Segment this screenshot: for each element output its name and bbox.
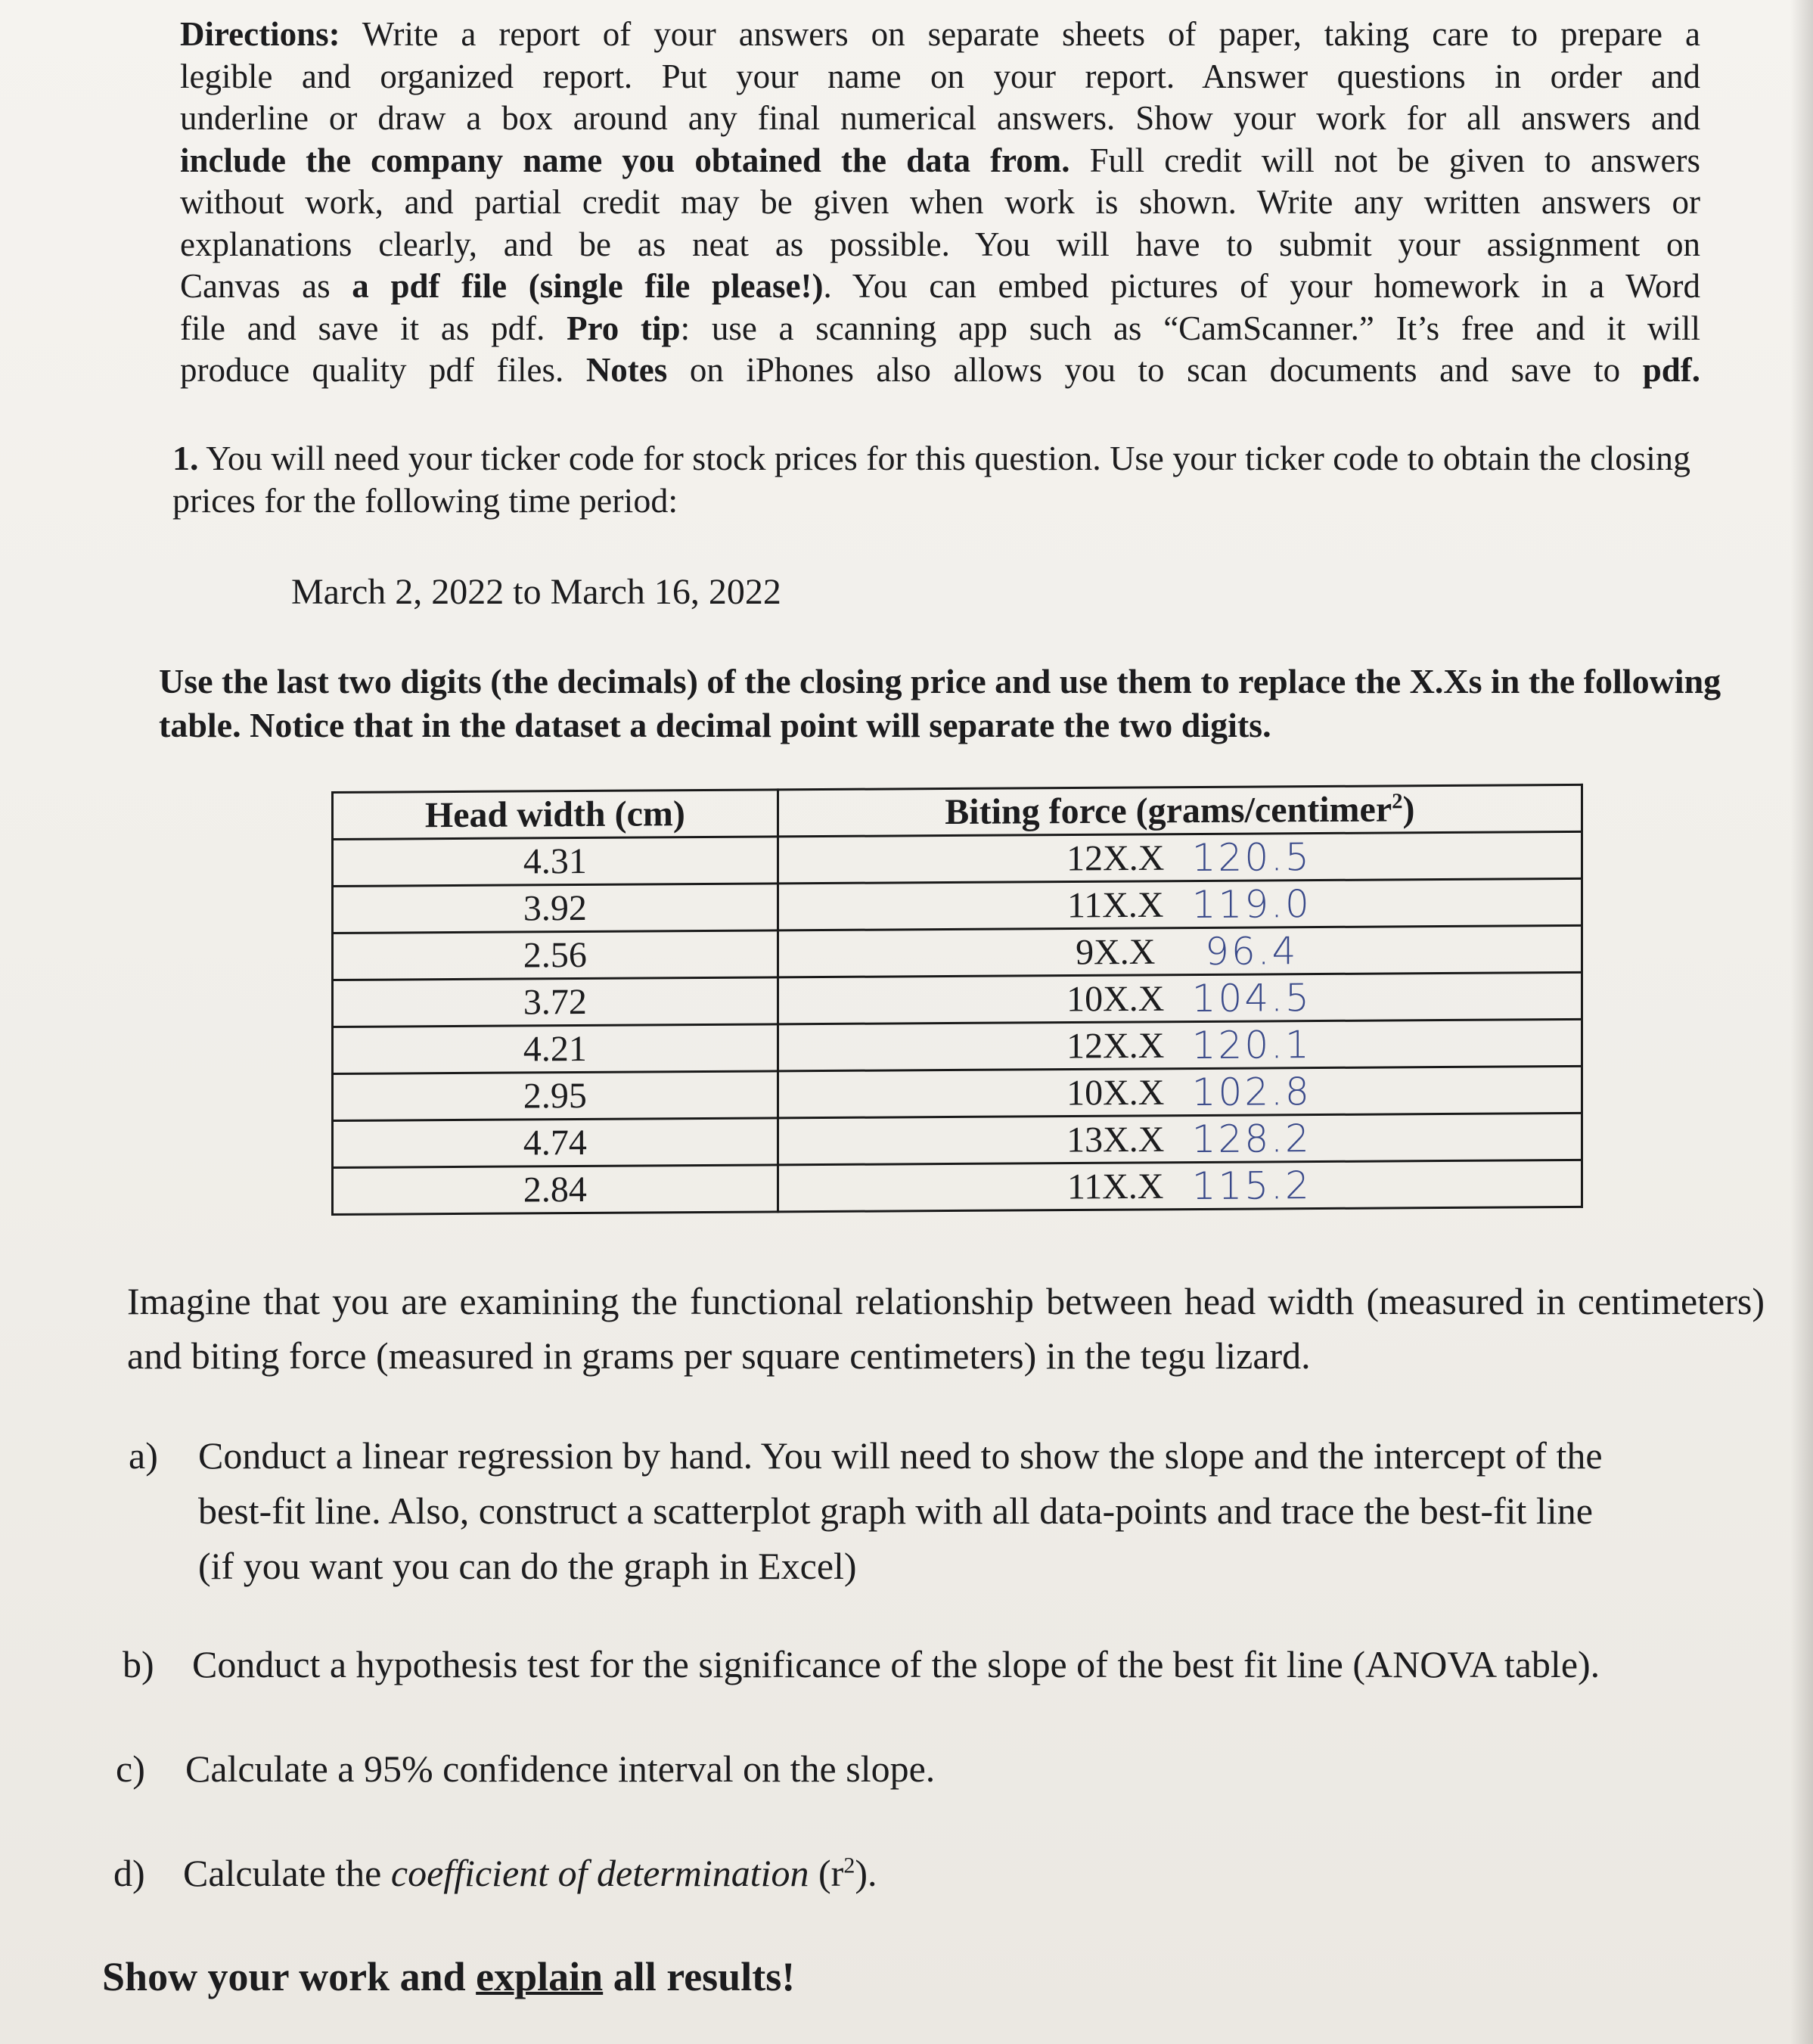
instruction-note: Use the last two digits (the decimals) of the closing price and use them to replace the X.Xs in the following table. Notice that in the dataset a decimal point will separate the two digits. xyxy=(159,662,1721,744)
item-c-text: Calculate a 95% confidence interval on the slope. xyxy=(185,1747,936,1790)
head-width-cell: 4.31 xyxy=(333,837,778,887)
directions-text: Full credit will not be given to answers xyxy=(1069,141,1700,179)
item-c-label: c) xyxy=(116,1747,145,1790)
final-instruction xyxy=(102,1953,795,2000)
item-d-emphasis: coefficient of determination xyxy=(390,1852,809,1894)
template-value: 11X.X xyxy=(1067,1166,1164,1207)
final-text: Show your work and xyxy=(102,1954,477,1999)
head-width-cell: 4.74 xyxy=(333,1118,778,1168)
table-row xyxy=(333,972,1582,1027)
template-value: 13X.X xyxy=(1066,1119,1165,1160)
table-row xyxy=(333,1113,1582,1167)
handwritten-value: 102.8 xyxy=(1191,1069,1312,1114)
directions-text: file and save it as pdf. xyxy=(180,309,567,347)
directions-text: produce quality pdf files. xyxy=(180,351,586,389)
item-a-line-2: best-fit line. Also, construct a scatterplot graph with all data-points and trace the best-fit line xyxy=(198,1490,1593,1532)
table-row xyxy=(333,1066,1582,1120)
final-underlined: explain xyxy=(476,1954,604,1999)
item-d-text-part: ). xyxy=(855,1852,877,1894)
handwritten-value: 104.5 xyxy=(1191,975,1312,1020)
directions-line-5 xyxy=(180,182,1700,224)
final-text: all results! xyxy=(603,1954,796,1999)
table-row xyxy=(333,925,1582,980)
directions-text: explanations clearly, and be as neat as possible. You will have to submit your assignment on xyxy=(180,225,1700,263)
biting-force-cell xyxy=(778,1019,1582,1070)
item-d-label: d) xyxy=(113,1852,145,1894)
head-width-cell: 2.84 xyxy=(333,1165,778,1215)
header-head-width: Head width (cm) xyxy=(333,790,778,840)
directions-line-9 xyxy=(180,349,1700,392)
directions-emphasis: include the company name you obtained the data from. xyxy=(180,141,1070,179)
handwritten-value: 96.4 xyxy=(1205,928,1299,974)
item-b-text: Conduct a hypothesis test for the significance of the slope of the best fit line (ANOVA table). xyxy=(192,1643,1600,1685)
directions-line-2 xyxy=(180,56,1700,98)
directions-paragraph xyxy=(180,14,1700,392)
handwritten-value: 120.5 xyxy=(1191,834,1312,880)
directions-text: underline or draw a box around any final numerical answers. Show your work for all answers and xyxy=(180,99,1700,137)
directions-emphasis: Pro tip xyxy=(567,309,681,347)
table-header-row xyxy=(333,784,1582,839)
head-width-cell: 3.92 xyxy=(333,884,778,933)
item-c xyxy=(116,1741,1780,1802)
head-width-cell: 4.21 xyxy=(333,1024,778,1074)
directions-heading: Directions: xyxy=(180,15,340,53)
directions-line-6 xyxy=(180,224,1700,266)
date-range: March 2, 2022 to March 16, 2022 xyxy=(291,572,781,612)
head-width-cell: 2.95 xyxy=(333,1071,778,1121)
handwritten-value: 119.0 xyxy=(1191,881,1312,927)
directions-text: on iPhones also allows you to scan documents and save to xyxy=(667,351,1643,389)
table-row xyxy=(333,1019,1582,1073)
biting-force-cell xyxy=(778,972,1582,1024)
table-row xyxy=(333,1160,1582,1214)
template-value: 12X.X xyxy=(1066,1025,1165,1067)
item-d-text-part: Calculate the xyxy=(183,1852,391,1894)
directions-emphasis: Notes xyxy=(585,351,668,389)
biting-force-cell xyxy=(778,1113,1582,1164)
item-a-line-1: Conduct a linear regression by hand. You will need to show the slope and the intercept of the xyxy=(198,1434,1603,1477)
table-row xyxy=(333,831,1582,886)
biting-force-cell xyxy=(778,1160,1582,1211)
directions-text: : use a scanning app such as “CamScanner.” It’s free and it will xyxy=(680,309,1700,347)
scenario-paragraph: Imagine that you are examining the functional relationship between head width (measured in centimeters) and biting force (measured in grams per square centimeters) in the tegu lizard. xyxy=(127,1280,1765,1377)
item-d-text-part: (r xyxy=(809,1852,844,1894)
template-value: 10X.X xyxy=(1066,1072,1165,1114)
directions-line-3 xyxy=(180,98,1700,140)
item-d xyxy=(113,1846,1777,1906)
data-table xyxy=(331,784,1583,1216)
handwritten-value: 120.1 xyxy=(1191,1022,1312,1067)
handwritten-value: 128.2 xyxy=(1191,1116,1312,1161)
item-d-text xyxy=(183,1846,877,1901)
template-value: 12X.X xyxy=(1066,837,1165,879)
template-value: 11X.X xyxy=(1067,884,1164,926)
item-a-line-3: (if you want you can do the graph in Excel) xyxy=(198,1545,857,1587)
template-value: 9X.X xyxy=(1076,931,1156,972)
item-d-superscript: 2 xyxy=(843,1853,855,1878)
directions-text: legible and organized report. Put your name on your report. Answer questions in order and xyxy=(180,57,1700,95)
head-width-cell: 2.56 xyxy=(333,930,778,980)
header-biting-force-text: Biting force (grams/centimer xyxy=(945,789,1392,833)
biting-force-cell xyxy=(778,925,1582,977)
header-biting-force xyxy=(778,784,1582,836)
directions-text: Canvas as xyxy=(180,267,352,305)
item-b-label: b) xyxy=(123,1643,154,1685)
directions-line-1 xyxy=(180,14,1700,56)
template-value: 10X.X xyxy=(1066,978,1165,1020)
biting-force-cell xyxy=(778,878,1582,930)
directions-line-4 xyxy=(180,140,1700,182)
directions-line-8 xyxy=(180,308,1700,350)
directions-text: Write a report of your answers on separate sheets of paper, taking care to prepare a xyxy=(340,15,1700,53)
directions-emphasis: a pdf file (single file please!) xyxy=(352,267,824,305)
directions-text: without work, and partial credit may be given when work is shown. Write any written answers or xyxy=(180,183,1700,221)
question-number: 1. xyxy=(172,439,199,477)
item-b xyxy=(123,1637,1787,1698)
directions-text: . You can embed pictures of your homework in a Word xyxy=(823,267,1700,305)
directions-emphasis: pdf. xyxy=(1642,351,1700,389)
head-width-cell: 3.72 xyxy=(333,977,778,1027)
question-text: You will need your ticker code for stock prices for this question. Use your ticker code to obtain the closing prices for the following time period: xyxy=(172,439,1690,520)
table-row xyxy=(333,878,1582,933)
header-superscript: 2 xyxy=(1392,789,1403,814)
directions-line-7 xyxy=(180,266,1700,308)
item-a-label: a) xyxy=(129,1434,158,1477)
biting-force-cell xyxy=(778,831,1582,883)
item-a xyxy=(129,1428,1777,1595)
question-1 xyxy=(172,437,1708,522)
header-close-paren: ) xyxy=(1402,789,1415,830)
handwritten-value: 115.2 xyxy=(1191,1163,1312,1208)
page-edge-shadow xyxy=(1790,0,1813,2044)
biting-force-cell xyxy=(778,1066,1582,1117)
